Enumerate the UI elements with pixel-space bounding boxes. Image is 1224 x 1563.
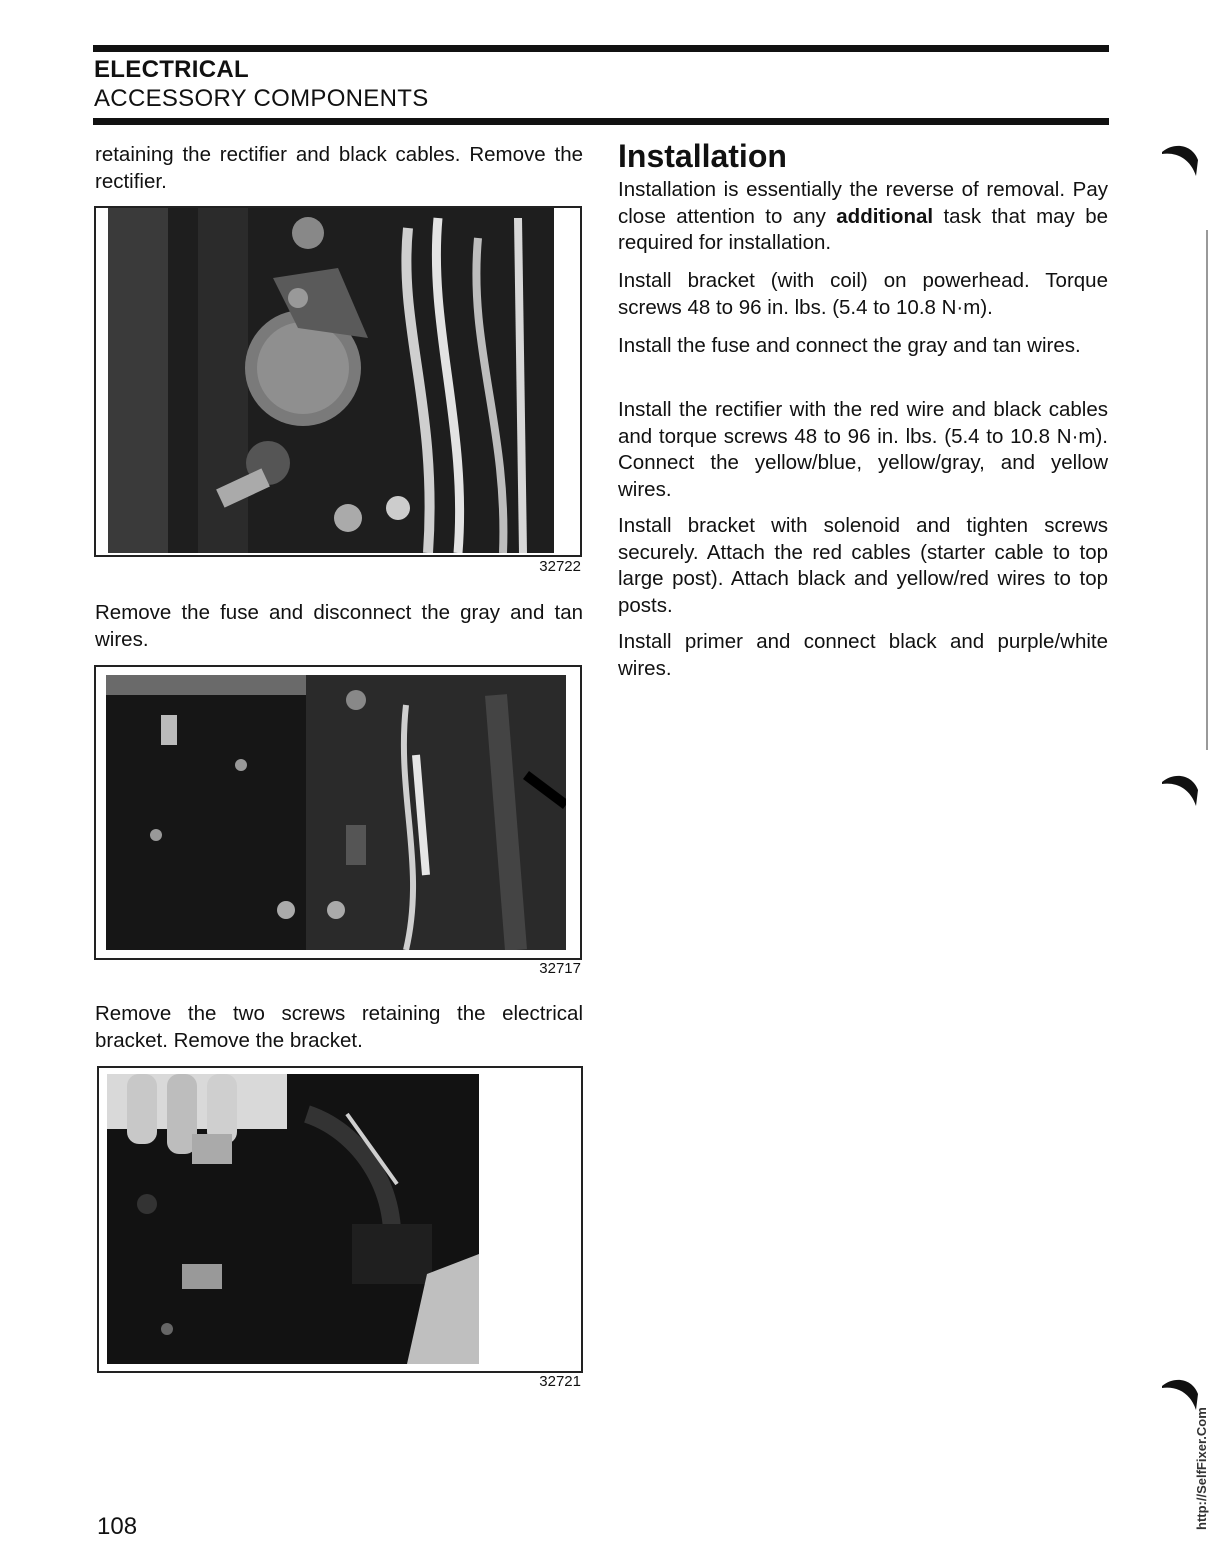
binder-hole-top-icon	[1160, 138, 1200, 178]
header-rule-top	[93, 45, 1109, 52]
watermark-url: http://SelfFixer.Com	[1194, 1407, 1209, 1530]
left-paragraph-2: Remove the fuse and disconnect the gray and tan wires.	[95, 601, 583, 651]
right-paragraph-1-bold: additional	[836, 204, 934, 228]
right-paragraph-5: Install bracket with solenoid and tighten screws securely. Attach the red cables (starter cable to top large post). Attach black and yellow/red wires to top posts.	[618, 514, 1108, 617]
right-paragraph-4: Install the rectifier with the red wire and black cables and torque screws 48 to 96 in. lbs. (5.4 to 10.8 N·m). Connect the yellow/blue, yellow/gray, and yellow wires.	[618, 398, 1108, 501]
section-heading: ELECTRICAL	[94, 56, 249, 83]
right-paragraph-1	[618, 177, 1108, 257]
right-paragraph-1-after: task that may be required for installation.	[618, 204, 1109, 254]
binder-hole-middle-icon	[1160, 768, 1200, 808]
figure-number-3: 32721	[539, 1373, 581, 1390]
figure-rectifier-photo	[94, 206, 582, 557]
page-number: 108	[97, 1513, 138, 1540]
figure-number-2: 32717	[539, 960, 581, 977]
rectifier-photo	[108, 208, 554, 553]
left-paragraph-3: Remove the two screws retaining the electrical bracket. Remove the bracket.	[95, 1002, 583, 1052]
right-paragraph-3: Install the fuse and connect the gray and tan wires.	[618, 334, 1081, 357]
figure-number-1: 32722	[539, 558, 581, 575]
fuse-photo	[106, 675, 566, 950]
right-paragraph-1-before: Installation is essentially the reverse of removal. Pay close attention to any	[618, 178, 1108, 228]
figure-fuse-photo	[94, 665, 582, 960]
left-paragraph-1: retaining the rectifier and black cables. Remove the rectifier.	[95, 143, 583, 193]
right-paragraph-6: Install primer and connect black and purple/white wires.	[618, 630, 1108, 680]
bracket-photo	[107, 1074, 479, 1364]
page-edge-line	[1206, 230, 1208, 750]
header-rule-bottom	[93, 118, 1109, 125]
subsection-heading: ACCESSORY COMPONENTS	[94, 85, 429, 112]
installation-heading: Installation	[618, 138, 787, 174]
right-paragraph-2: Install bracket (with coil) on powerhead. Torque screws 48 to 96 in. lbs. (5.4 to 10.8 N·m).	[618, 269, 1108, 319]
figure-bracket-photo	[97, 1066, 583, 1373]
binder-hole-bottom-icon	[1160, 1372, 1200, 1412]
